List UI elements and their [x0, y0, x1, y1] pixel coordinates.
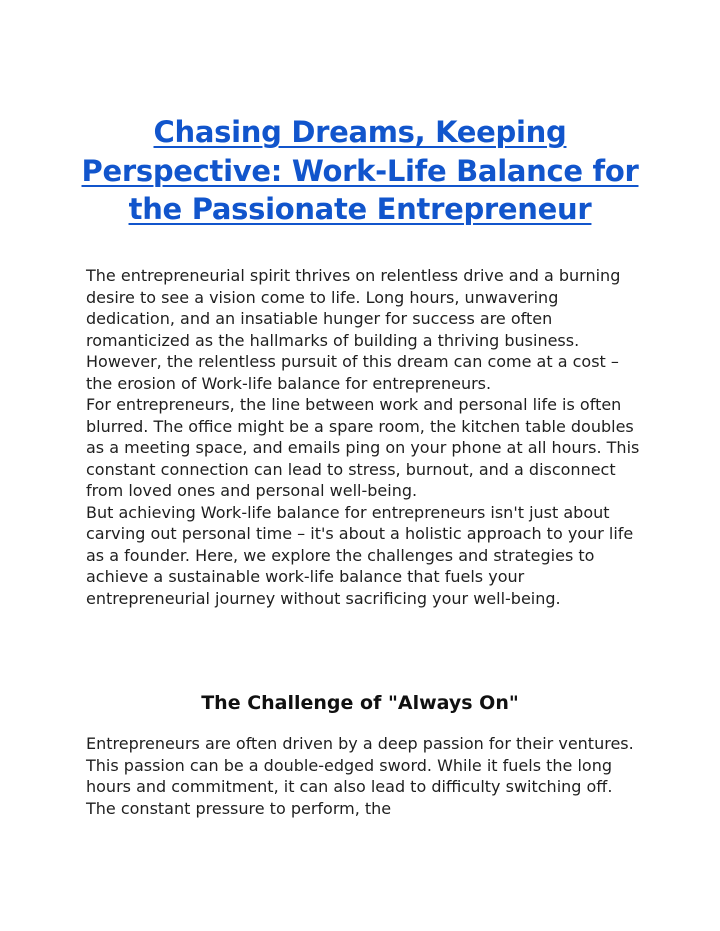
- intro-paragraph-2: For entrepreneurs, the line between work and personal life is often blurred. The office might be a spare room, the kitchen table doubles as a meeting space, and emails ping on your phone at all hours. This constant connection can lead to stress, burnout, and a disconnect from loved ones and personal well-being.: [86, 395, 640, 500]
- intro-text: [86, 265, 646, 609]
- document-title-link[interactable]: Chasing Dreams, Keeping Perspective: Work-Life Balance for the Passionate Entrepreneur: [81, 115, 639, 226]
- section-text: [86, 733, 646, 819]
- intro-paragraph-3: But achieving Work-life balance for entrepreneurs isn't just about carving out personal time – it's about a holistic approach to your life as a founder. Here, we explore the challenges and strategies to achieve a sustainable work-life balance that fuels your entrepreneurial journey without sacrificing your well-being.: [86, 502, 634, 608]
- document-title[interactable]: [80, 113, 640, 229]
- section-heading: The Challenge of "Always On": [201, 692, 519, 714]
- section-paragraph: Entrepreneurs are often driven by a deep passion for their ventures. This passion can be a double-edged sword. While it fuels the long hours and commitment, it can also lead to difficulty switching off. The constant pressure to perform, the: [86, 734, 634, 818]
- intro-paragraph-1: The entrepreneurial spirit thrives on relentless drive and a burning desire to see a vision come to life. Long hours, unwavering dedication, and an insatiable hunger for success are often romanticized as the hallmarks of building a thriving business. However, the relentless pursuit of this dream can come at a cost – the erosion of Work-life balance for entrepreneurs.: [86, 266, 621, 393]
